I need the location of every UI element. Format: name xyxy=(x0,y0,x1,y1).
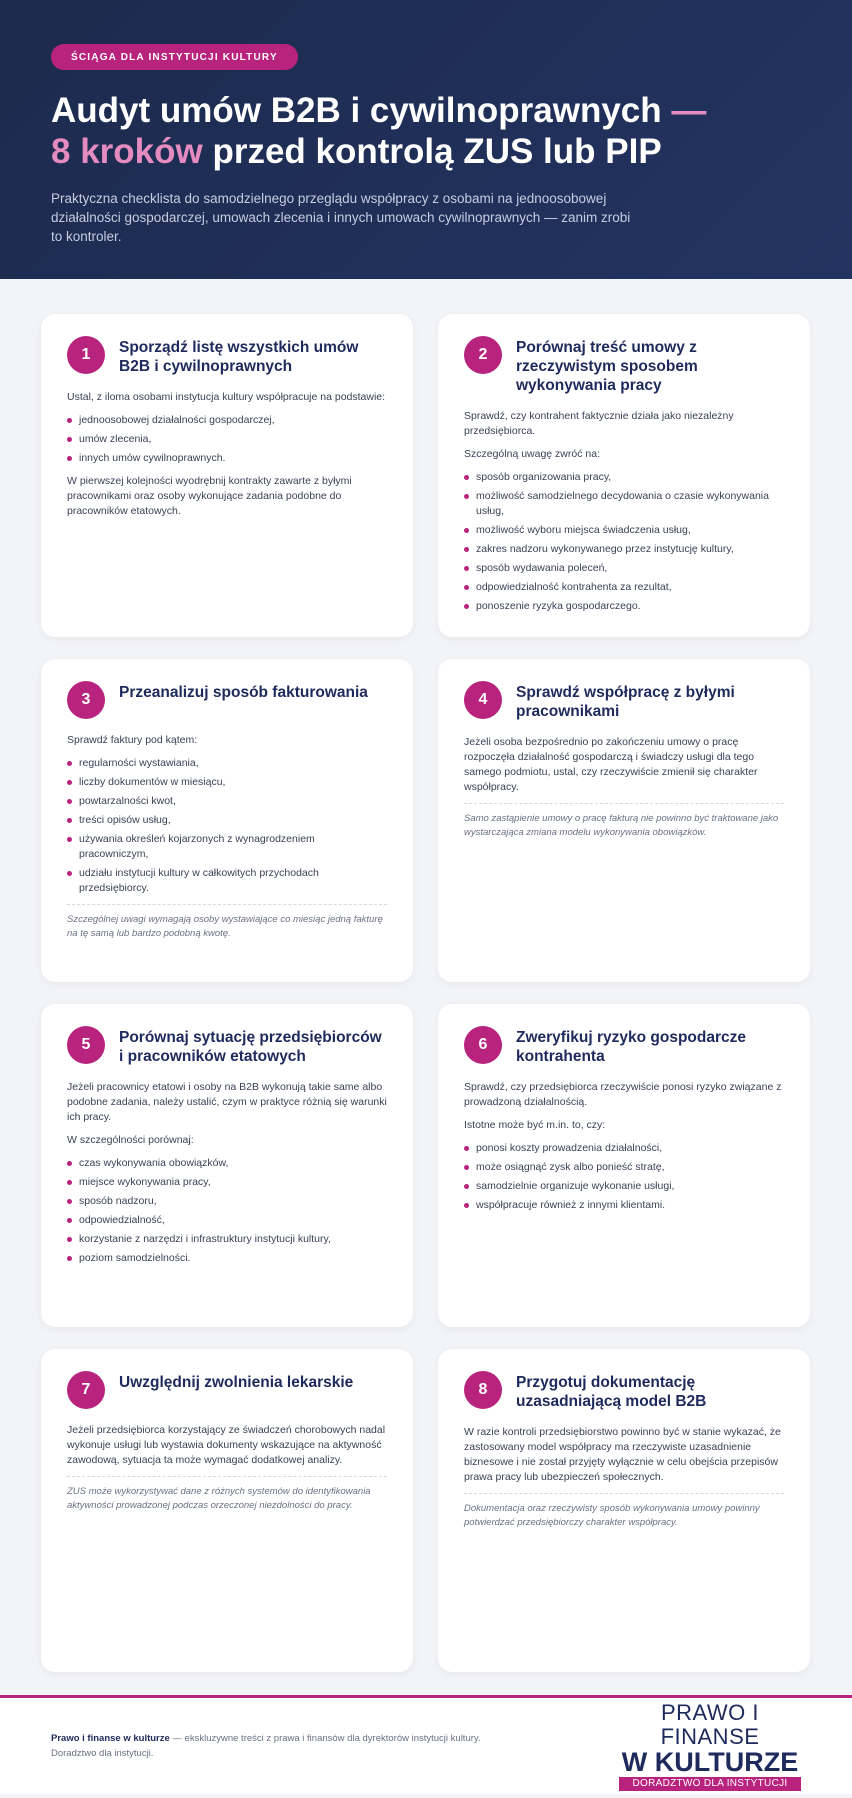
step-card-7 xyxy=(41,1349,413,1672)
category-tag: ŚCIĄGA DLA INSTYTUCJI KULTURY xyxy=(51,44,298,70)
step-card-8 xyxy=(438,1349,810,1672)
step-note: Szczególnej uwagi wymagają osoby wystawiające co miesiąc jedną fakturę na tę samą lub bardzo podobną kwotę. xyxy=(67,904,387,940)
card-header xyxy=(67,336,387,376)
list-item: powtarzalności kwot, xyxy=(67,794,387,809)
card-header xyxy=(464,681,784,721)
card-body xyxy=(464,409,784,614)
step-title: Porównaj treść umowy z rzeczywistym sposobem wykonywania pracy xyxy=(516,339,698,394)
list-item: miejsce wykonywania pracy, xyxy=(67,1175,387,1190)
step-title: Sprawdź współpracę z byłymi pracownikami xyxy=(516,684,735,720)
step-card-1 xyxy=(41,314,413,637)
list-item: regularności wystawiania, xyxy=(67,756,387,771)
list-item: czas wykonywania obowiązków, xyxy=(67,1156,387,1171)
step-intro: W razie kontroli przedsiębiorstwo powinno być w stanie wykazać, że zastosowany model współpracy ma rzeczywiste uzasadnienie biznesowe i nie został przyjęty wyłącznie w celu obejścia przepisów prawa pracy lub ubezpieczeń społecznych. xyxy=(464,1426,781,1483)
card-body xyxy=(67,1080,387,1266)
card-body xyxy=(464,735,784,839)
footer-text xyxy=(51,1731,511,1761)
step-number-badge: 4 xyxy=(464,681,502,719)
step-card-2 xyxy=(438,314,810,637)
card-header xyxy=(464,1026,784,1066)
list-item: korzystanie z narzędzi i infrastruktury instytucji kultury, xyxy=(67,1232,387,1247)
page-subtitle: Praktyczna checklista do samodzielnego przeglądu współpracy z osobami na jednoosobowej działalności gospodarczej, umowach zlecenia i innych umowach cywilnoprawnych — zanim zrobi to kontroler. xyxy=(51,191,631,244)
step-list xyxy=(67,1156,387,1266)
step-list xyxy=(464,470,784,614)
step-card-3 xyxy=(41,659,413,982)
footer xyxy=(0,1698,852,1794)
steps-grid xyxy=(0,279,852,1672)
step-intro-secondary: W szczególności porównaj: xyxy=(67,1134,194,1146)
logo-line-1: PRAWO I FINANSE xyxy=(660,1700,760,1749)
list-item: używania określeń kojarzonych z wynagrodzeniem pracowniczym, xyxy=(67,832,387,862)
step-title: Porównaj sytuację przedsiębiorców i pracowników etatowych xyxy=(119,1029,382,1065)
step-card-4 xyxy=(438,659,810,982)
list-item: możliwość samodzielnego decydowania o czasie wykonywania usług, xyxy=(464,489,784,519)
header-banner xyxy=(0,0,852,279)
brand-logo xyxy=(619,1701,801,1791)
step-card-6 xyxy=(438,1004,810,1327)
list-item: innych umów cywilnoprawnych. xyxy=(67,451,387,466)
step-number-badge: 1 xyxy=(67,336,105,374)
step-number-badge: 3 xyxy=(67,681,105,719)
step-intro: Sprawdź, czy kontrahent faktycznie działa jako niezależny przedsiębiorca. xyxy=(464,410,734,437)
list-item: ponoszenie ryzyka gospodarczego. xyxy=(464,599,784,614)
step-list xyxy=(464,1141,784,1213)
footer-description: — ekskluzywne treści z prawa i finansów dla dyrektorów instytucji kultury. Doradztwo dla instytucji. xyxy=(51,1733,481,1759)
step-intro: Jeżeli osoba bezpośrednio po zakończeniu umowy o pracę rozpoczęła działalność gospodarczą i świadczy usługi dla tego samego podmiotu, ustal, czy rzeczywiście zmienił się charakter współpracy. xyxy=(464,736,758,793)
card-header xyxy=(67,1026,387,1066)
list-item: może osiągnąć zysk albo ponieść stratę, xyxy=(464,1160,784,1175)
list-item: możliwość wyboru miejsca świadczenia usług, xyxy=(464,523,784,538)
step-card-5 xyxy=(41,1004,413,1327)
card-header xyxy=(464,1371,784,1411)
step-number-badge: 5 xyxy=(67,1026,105,1064)
step-note: Samo zastąpienie umowy o pracę fakturą nie powinno być traktowane jako wystarczająca zmiana modelu wykonywania obowiązków. xyxy=(464,803,784,839)
list-item: odpowiedzialność kontrahenta za rezultat, xyxy=(464,580,784,595)
list-item: ponosi koszty prowadzenia działalności, xyxy=(464,1141,784,1156)
step-intro-secondary: Szczególną uwagę zwróć na: xyxy=(464,448,600,460)
list-item: samodzielnie organizuje wykonanie usługi, xyxy=(464,1179,784,1194)
step-list xyxy=(67,413,387,466)
list-item: treści opisów usług, xyxy=(67,813,387,828)
step-list xyxy=(67,756,387,896)
title-dash: — xyxy=(671,91,707,130)
step-intro: Ustal, z iloma osobami instytucja kultury współpracuje na podstawie: xyxy=(67,391,386,403)
step-title: Uwzględnij zwolnienia lekarskie xyxy=(119,1374,354,1391)
title-accent: 8 kroków xyxy=(51,132,203,171)
step-number-badge: 2 xyxy=(464,336,502,374)
step-number-badge: 7 xyxy=(67,1371,105,1409)
list-item: udziału instytucji kultury w całkowitych przychodach przedsiębiorcy. xyxy=(67,866,387,896)
logo-line-3: DORADZTWO DLA INSTYTUCJI xyxy=(619,1777,801,1791)
card-body xyxy=(67,390,387,519)
step-note: ZUS może wykorzystywać dane z różnych systemów do identyfikowania aktywności prowadzonej podczas orzeczonej niezdolności do pracy. xyxy=(67,1476,387,1512)
step-after-text: W pierwszej kolejności wyodrębnij kontrakty zawarte z byłymi pracownikami oraz osoby wykonujące zadania podobne do pracowników etatowych. xyxy=(67,475,352,517)
logo-line-2: W KULTURZE xyxy=(621,1747,799,1777)
list-item: sposób organizowania pracy, xyxy=(464,470,784,485)
step-title: Zweryfikuj ryzyko gospodarcze kontrahenta xyxy=(516,1029,746,1065)
step-intro-secondary: Istotne może być m.in. to, czy: xyxy=(464,1119,606,1131)
card-body xyxy=(464,1080,784,1213)
list-item: zakres nadzoru wykonywanego przez instytucję kultury, xyxy=(464,542,784,557)
list-item: umów zlecenia, xyxy=(67,432,387,447)
card-header xyxy=(67,681,387,719)
title-part1: Audyt umów B2B i cywilnoprawnych xyxy=(51,91,662,130)
card-header xyxy=(67,1371,387,1409)
step-title: Sporządź listę wszystkich umów B2B i cywilnoprawnych xyxy=(119,339,359,375)
list-item: poziom samodzielności. xyxy=(67,1251,387,1266)
card-body xyxy=(464,1425,784,1529)
step-number-badge: 6 xyxy=(464,1026,502,1064)
step-intro: Sprawdź faktury pod kątem: xyxy=(67,734,198,746)
card-body xyxy=(67,733,387,940)
card-header xyxy=(464,336,784,395)
step-intro: Sprawdź, czy przedsiębiorca rzeczywiście ponosi ryzyko związane z prowadzoną działalnością. xyxy=(464,1081,782,1108)
step-intro: Jeżeli pracownicy etatowi i osoby na B2B wykonują takie same albo podobne zadania, należy ustalić, czym w praktyce różnią się warunki ich pracy. xyxy=(67,1081,387,1123)
list-item: sposób nadzoru, xyxy=(67,1194,387,1209)
list-item: jednoosobowej działalności gospodarczej, xyxy=(67,413,387,428)
title-part2: przed kontrolą ZUS lub PIP xyxy=(212,132,662,171)
step-note: Dokumentacja oraz rzeczywisty sposób wykonywania umowy powinny potwierdzać przedsiębiorczy charakter współpracy. xyxy=(464,1493,784,1529)
card-body xyxy=(67,1423,387,1512)
page-title xyxy=(51,90,801,172)
step-number-badge: 8 xyxy=(464,1371,502,1409)
step-intro: Jeżeli przedsiębiorca korzystający ze świadczeń chorobowych nadal wykonuje usługi lub wystawia dokumenty wskazujące na aktywność zawodową, sytuacja ta może wymagać dodatkowej analizy. xyxy=(67,1424,386,1466)
list-item: odpowiedzialność, xyxy=(67,1213,387,1228)
footer-brand: Prawo i finanse w kulturze xyxy=(51,1733,170,1744)
list-item: sposób wydawania poleceń, xyxy=(464,561,784,576)
list-item: współpracuje również z innymi klientami. xyxy=(464,1198,784,1213)
list-item: liczby dokumentów w miesiącu, xyxy=(67,775,387,790)
step-title: Przeanalizuj sposób fakturowania xyxy=(119,684,368,701)
step-title: Przygotuj dokumentację uzasadniającą model B2B xyxy=(516,1374,707,1410)
